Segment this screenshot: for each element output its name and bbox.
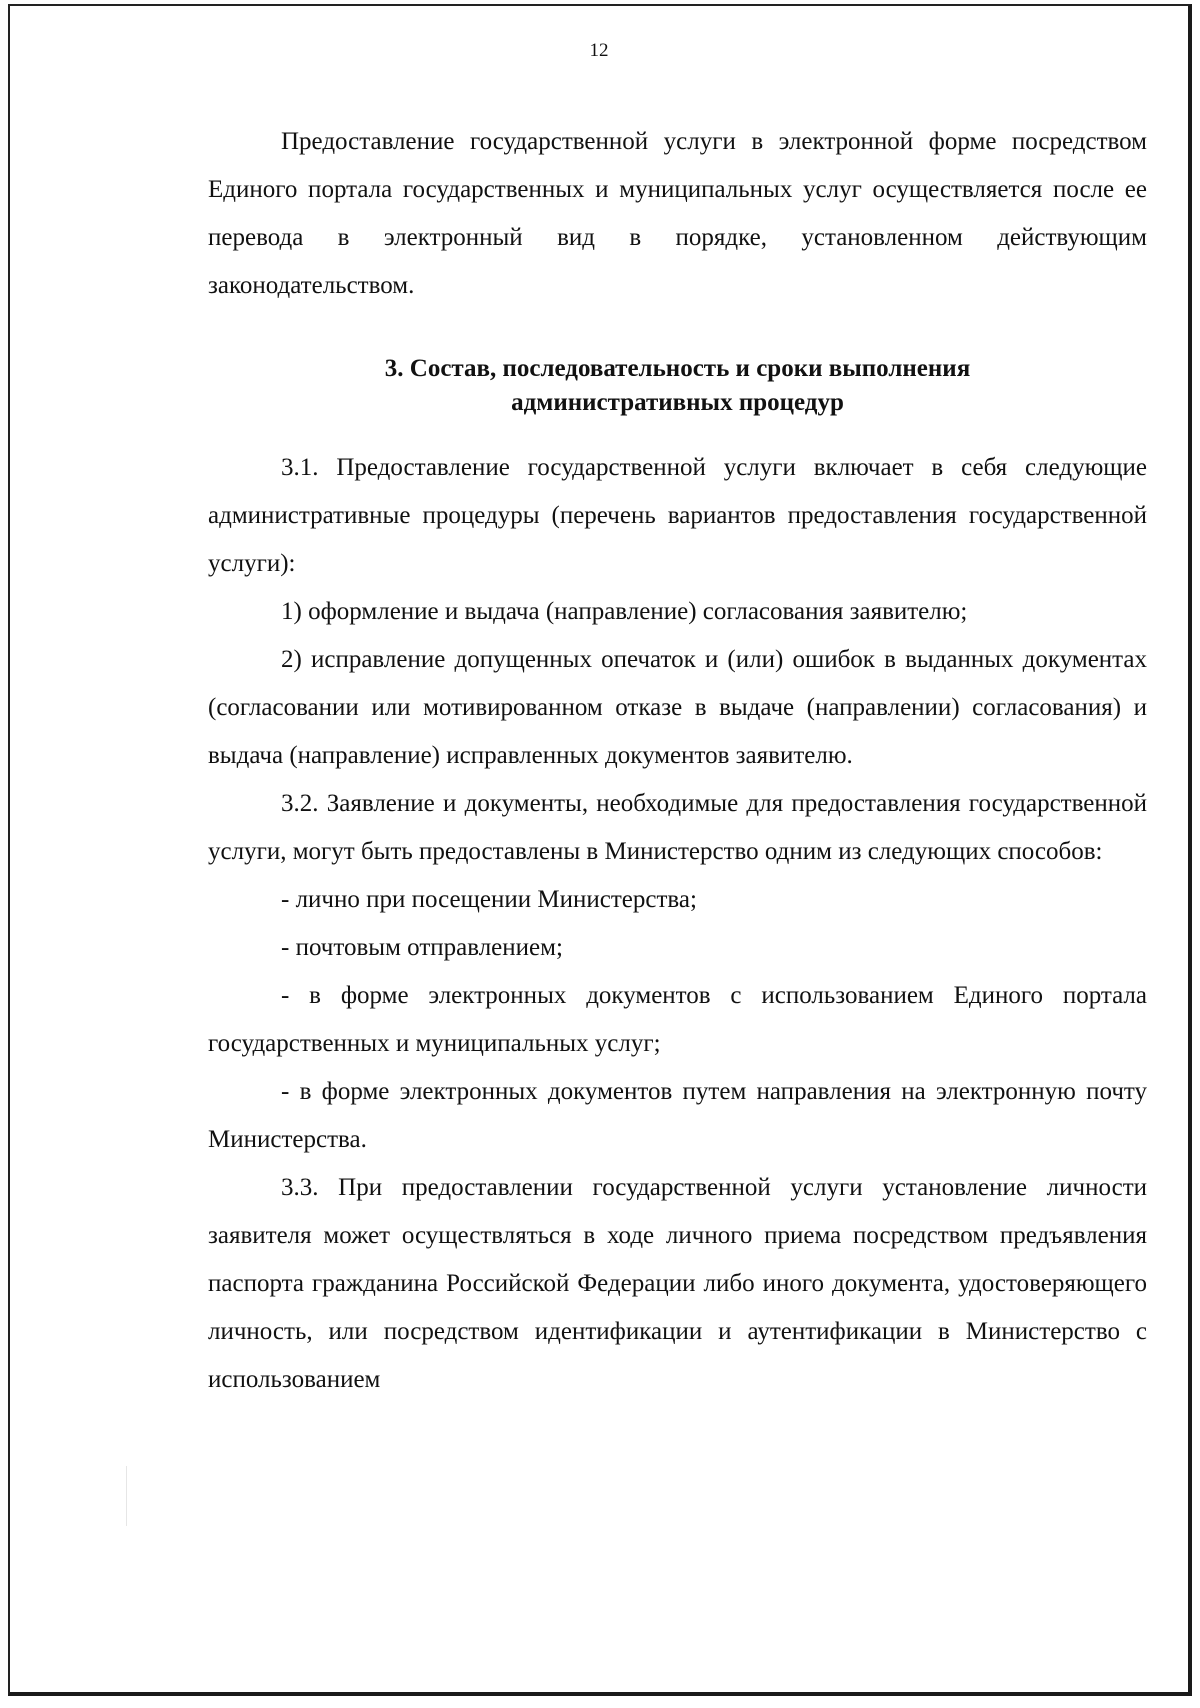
clause-3-2-item-2: - почтовым отправлением;: [281, 934, 563, 961]
clause-3-1-item-1: 1) оформление и выдача (направление) согласования заявителю;: [281, 598, 968, 625]
intro-paragraph: Предоставление государственной услуги в электронной форме посредством Единого портала государственных и муниципальных услуг осуществляется после ее перевода в электронный вид в порядке, установленном действующим законодательством.: [208, 128, 1147, 299]
clause-3-2: 3.2. Заявление и документы, необходимые для предоставления государственной услуги, могут быть предоставлены в Министерство одним из следующих способов:: [208, 790, 1147, 865]
section-heading-line-2: административных процедур: [511, 389, 844, 416]
clause-3-2-item-4: - в форме электронных документов путем направления на электронную почту Министерства.: [208, 1078, 1147, 1153]
section-heading: [208, 352, 1147, 420]
clause-3-1: 3.1. Предоставление государственной услуги включает в себя следующие административные процедуры (перечень вариантов предоставления государственной услуги):: [208, 454, 1147, 577]
document-page: [8, 4, 1192, 1696]
scan-margin-mark: [126, 1466, 127, 1526]
clause-3-2-item-3: - в форме электронных документов с использованием Единого портала государственных и муниципальных услуг;: [208, 982, 1147, 1057]
section-heading-line-1: 3. Состав, последовательность и сроки выполнения: [384, 355, 971, 382]
clause-3-3: 3.3. При предоставлении государственной услуги установление личности заявителя может осуществляться в ходе личного приема посредством предъявления паспорта гражданина Российской Федерации либо иного документа, удостоверяющего личность, или посредством идентификации и аутентификации в Министерство с использованием: [208, 1174, 1147, 1393]
page-number: 12: [589, 40, 609, 61]
clause-3-2-item-1: - лично при посещении Министерства;: [281, 886, 697, 913]
document-body: [208, 118, 1147, 1404]
clause-3-1-item-2: 2) исправление допущенных опечаток и (или) ошибок в выданных документах (согласовании или мотивированном отказе в выдаче (направлении) согласования) и выдача (направление) исправленных документов заявителю.: [208, 646, 1147, 769]
